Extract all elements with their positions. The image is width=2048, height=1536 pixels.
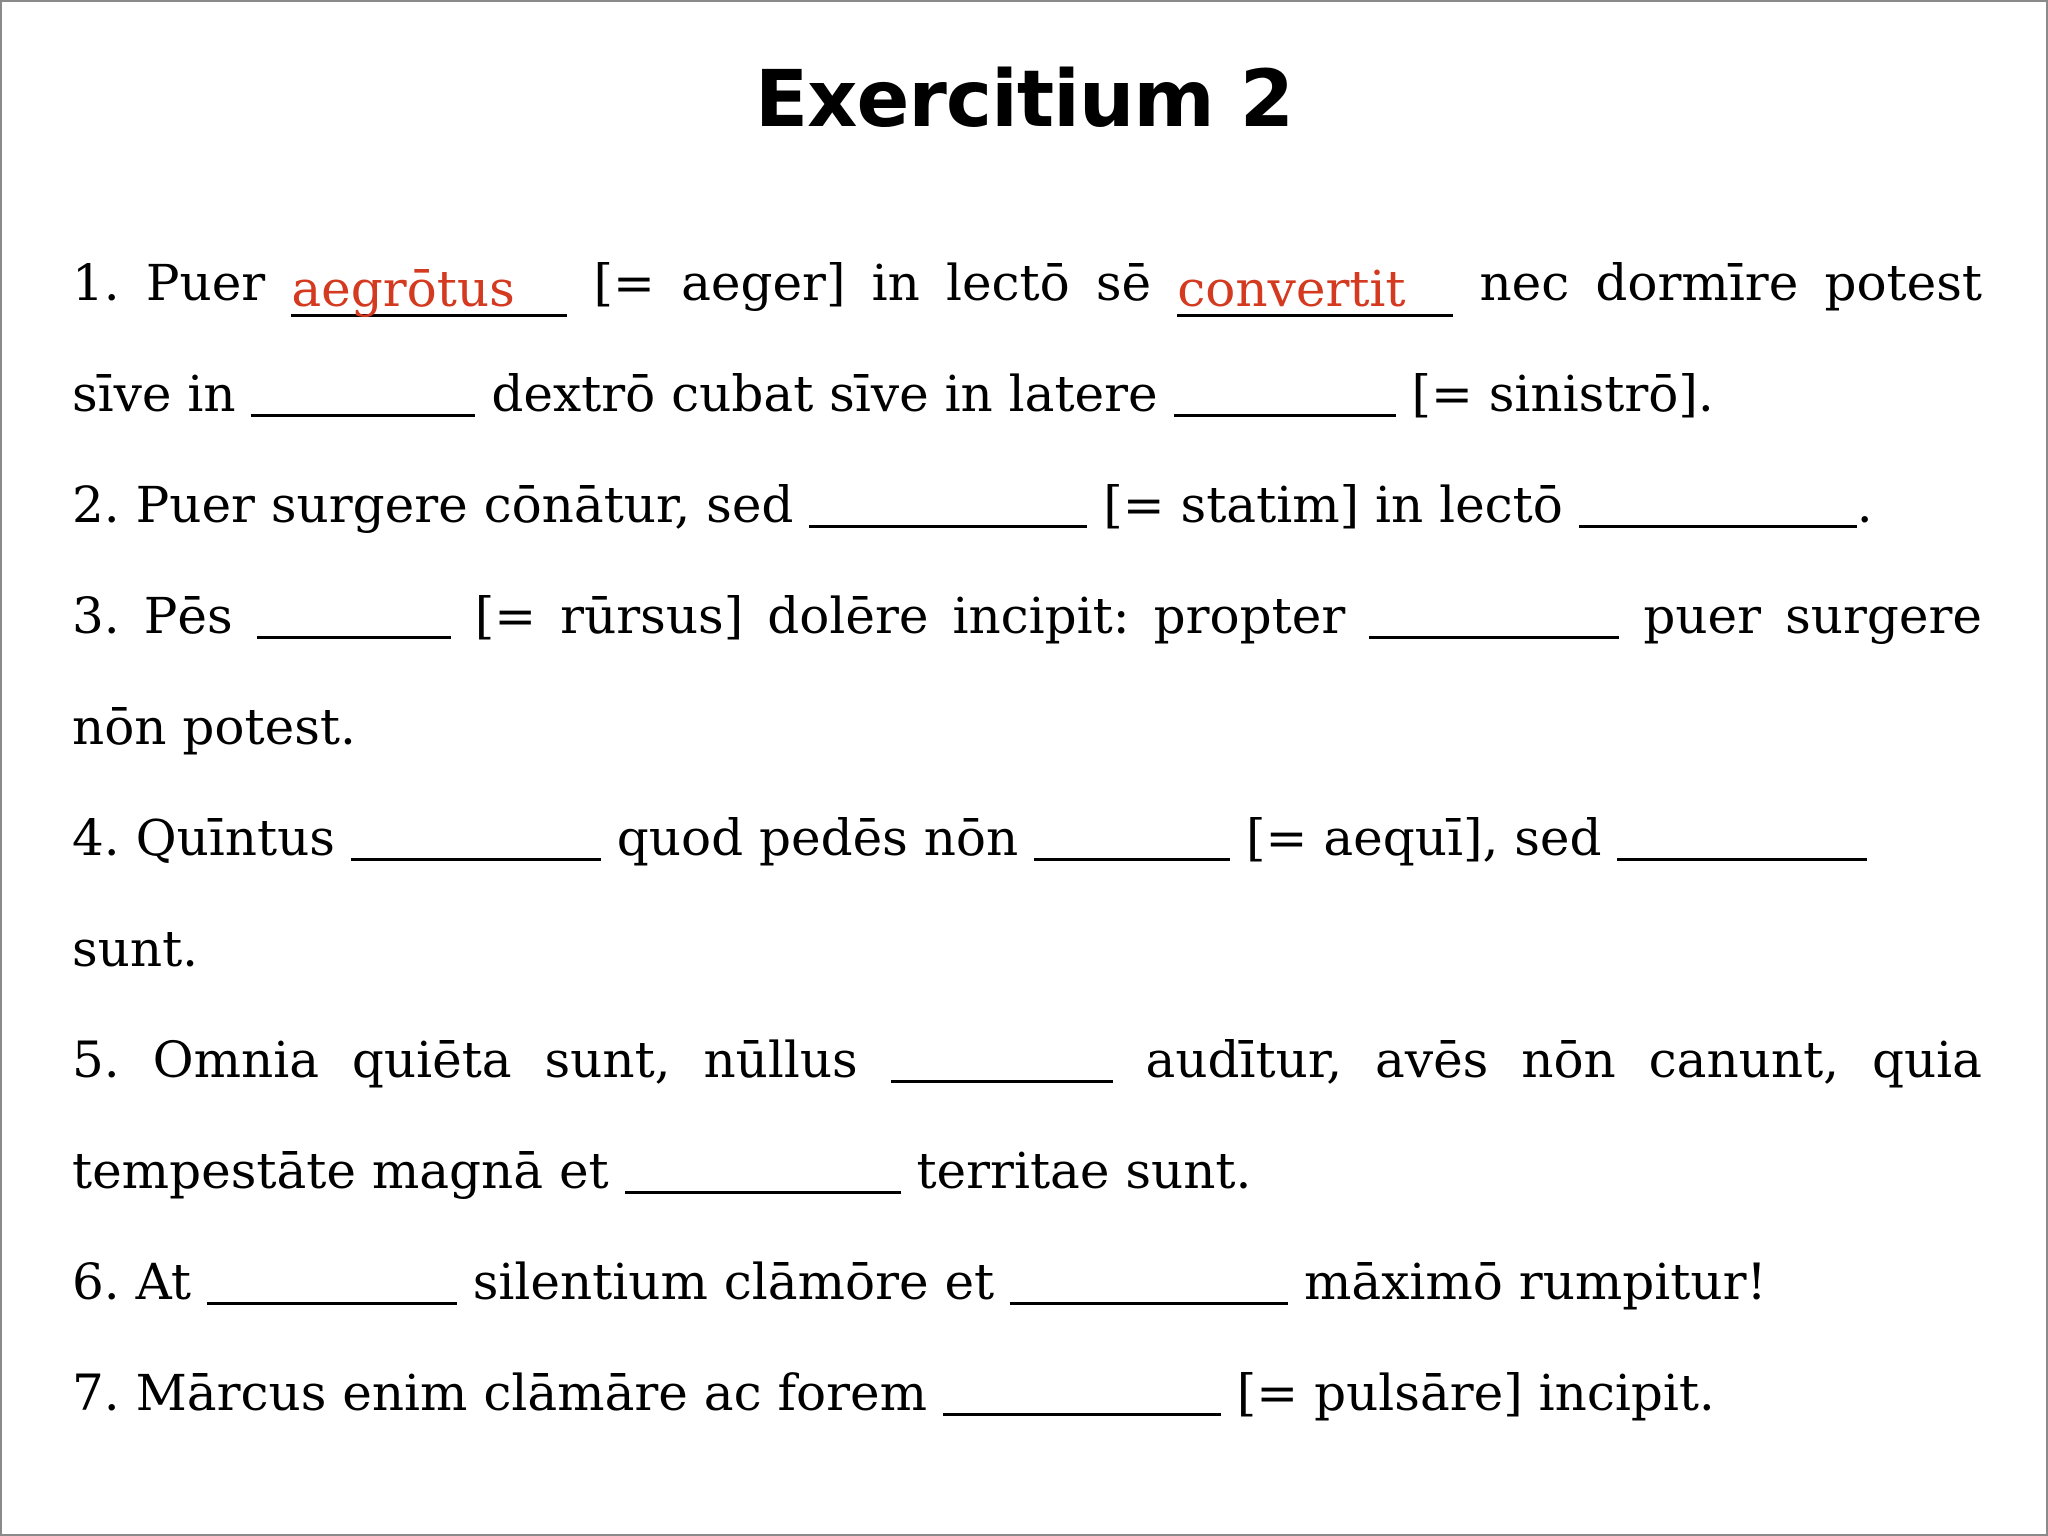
item-text: 6. At (72, 1253, 191, 1311)
item-text: 5. Omnia quiēta sunt, nūllus (72, 1031, 858, 1089)
item-text: quod pedēs nōn (616, 809, 1019, 867)
answer-blank-filled[interactable]: convertit (1177, 261, 1453, 317)
item-text: 2. Puer surgere cōnātur, sed (72, 476, 794, 534)
item-text: 1. Puer (72, 254, 266, 312)
exercise-body (72, 228, 1982, 1449)
exercise-item-6 (72, 1227, 1982, 1338)
answer-blank[interactable] (1617, 805, 1867, 861)
item-text: [= pulsāre] incipit. (1236, 1364, 1715, 1422)
answer-blank[interactable] (809, 472, 1087, 528)
exercise-item-7 (72, 1338, 1982, 1449)
answer-blank[interactable] (1579, 472, 1857, 528)
item-text: [= sinistrō]. (1411, 365, 1714, 423)
answer-blank[interactable] (1174, 361, 1396, 417)
item-text: dextrō cubat sīve in latere (491, 365, 1158, 423)
exercise-item-4 (72, 783, 1982, 1005)
item-text: audītur, avēs nōn canunt, quia tempestāte magnā et (72, 1031, 1982, 1200)
item-text: 7. Mārcus enim clāmāre ac forem (72, 1364, 927, 1422)
answer-blank[interactable] (257, 583, 451, 639)
answer-blank[interactable] (351, 805, 601, 861)
item-text: [= statim] in lectō (1103, 476, 1563, 534)
answer-blank[interactable] (625, 1138, 901, 1194)
item-text: puer surgere nōn potest. (72, 587, 1982, 756)
answer-blank-filled[interactable]: aegrōtus (291, 261, 567, 317)
item-text: silentium clāmōre et (472, 1253, 995, 1311)
item-text: territae sunt. (916, 1142, 1252, 1200)
answer-blank[interactable] (943, 1360, 1221, 1416)
item-text: nec dormīre potest sīve in (72, 254, 1982, 423)
exercise-item-3 (72, 561, 1982, 783)
item-text: māximō rumpitur! (1303, 1253, 1767, 1311)
item-text: [= aeger] in lectō sē (593, 254, 1152, 312)
item-text: [= rūrsus] dolēre incipit: propter (474, 587, 1346, 645)
answer-blank[interactable] (207, 1249, 457, 1305)
item-text: sunt. (72, 920, 199, 978)
exercise-item-2 (72, 450, 1982, 561)
answer-blank[interactable] (251, 361, 475, 417)
exercise-item-5 (72, 1005, 1982, 1227)
exercise-title: Exercitium 2 (754, 55, 1294, 145)
answer-blank[interactable] (891, 1027, 1113, 1083)
item-text: [= aequī], sed (1246, 809, 1602, 867)
answer-blank[interactable] (1034, 805, 1230, 861)
exercise-item-1 (72, 228, 1982, 450)
answer-blank[interactable] (1369, 583, 1619, 639)
item-text: 4. Quīntus (72, 809, 335, 867)
item-text: . (1856, 476, 1873, 534)
item-text: 3. Pēs (72, 587, 233, 645)
answer-blank[interactable] (1010, 1249, 1288, 1305)
